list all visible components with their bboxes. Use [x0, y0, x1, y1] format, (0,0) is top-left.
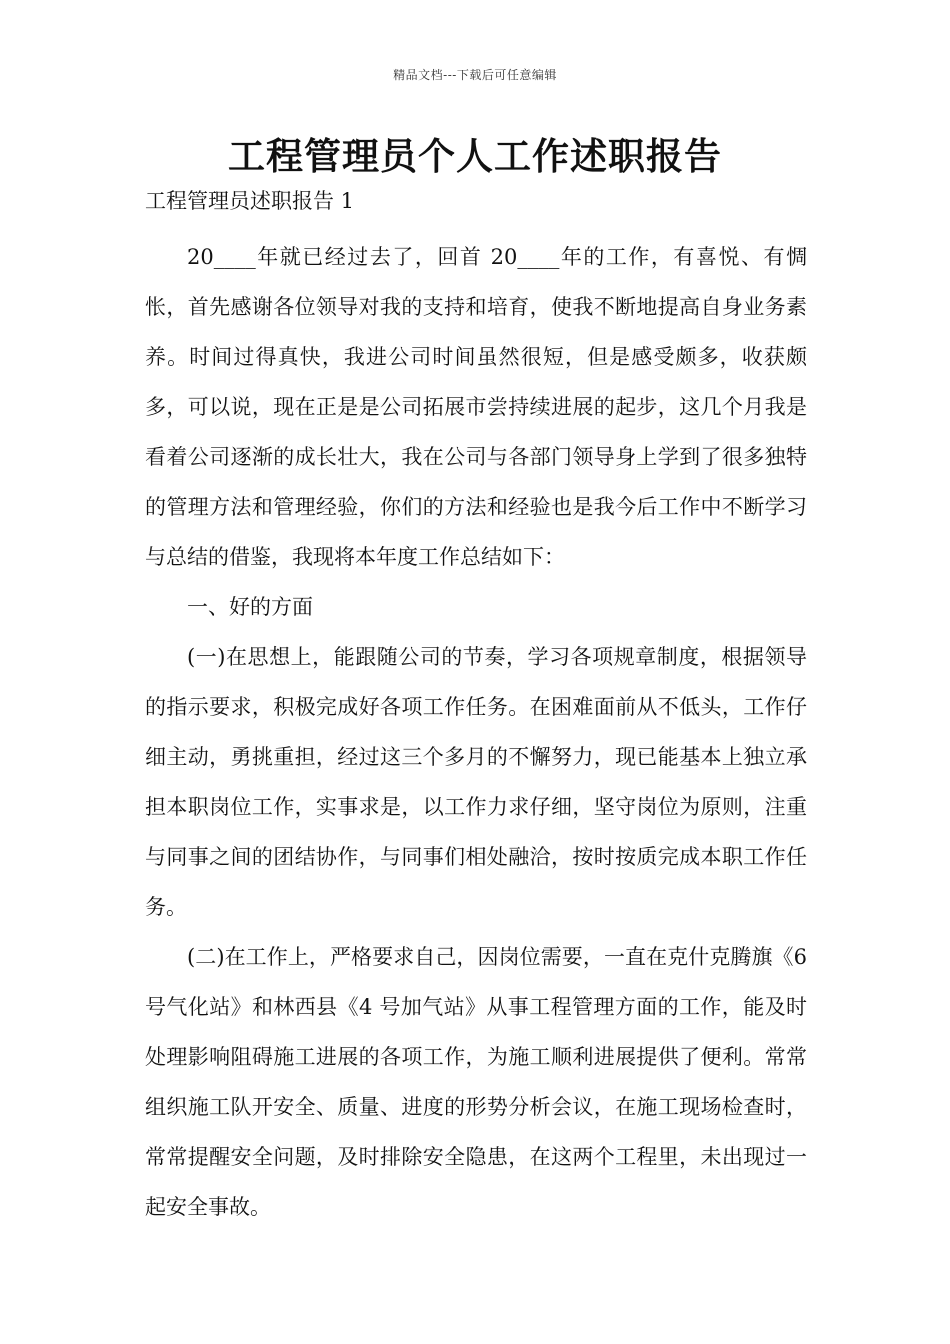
document-title: 工程管理员个人工作述职报告 — [228, 134, 722, 178]
paragraph-thought: (一)在思想上，能跟随公司的节奏，学习各项规章制度，根据领导的指示要求，积极完成好各项工作任务。在困难面前从不低头，工作仔细主动，勇挑重担，经过这三个多月的不懈努力，现已能基本上独立承担本职岗位工作，实事求是，以工作力求仔细，坚守岗位为原则，注重与同事之间的团结协作，与同事们相处融洽，按时按质完成本职工作任务。 — [145, 645, 807, 919]
header-note: 精品文档---下载后可任意编辑 — [393, 68, 557, 82]
paragraph-work: (二)在工作上，严格要求自己，因岗位需要，一直在克什克腾旗《6 号气化站》和林西县《4 号加气站》从事工程管理方面的工作，能及时处理影响阻碍施工进展的各项工作，为施工顺利进展提供了便利。常常组织施工队开安全、质量、进度的形势分析会议，在施工现场检查时，常常提醒安全问题，及时排除安全隐患，在这两个工程里，未出现过一起安全事故。 — [145, 945, 807, 1219]
document-subtitle: 工程管理员述职报告 1 — [145, 189, 355, 213]
section-heading-good-aspects: 一、好的方面 — [187, 595, 313, 619]
document-body — [145, 232, 807, 1232]
paragraph-intro: 20____年就已经过去了，回首 20____年的工作，有喜悦、有惆怅，首先感谢各位领导对我的支持和培育，使我不断地提高自身业务素养。时间过得真快，我进公司时间虽然很短，但是感受颇多，收获颇多，可以说，现在正是是公司拓展市尝持续进展的起步，这几个月我是看着公司逐渐的成长壮大，我在公司与各部门领导身上学到了很多独特的管理方法和管理经验，你们的方法和经验也是我今后工作中不断学习与总结的借鉴，我现将本年度工作总结如下： — [145, 245, 807, 569]
